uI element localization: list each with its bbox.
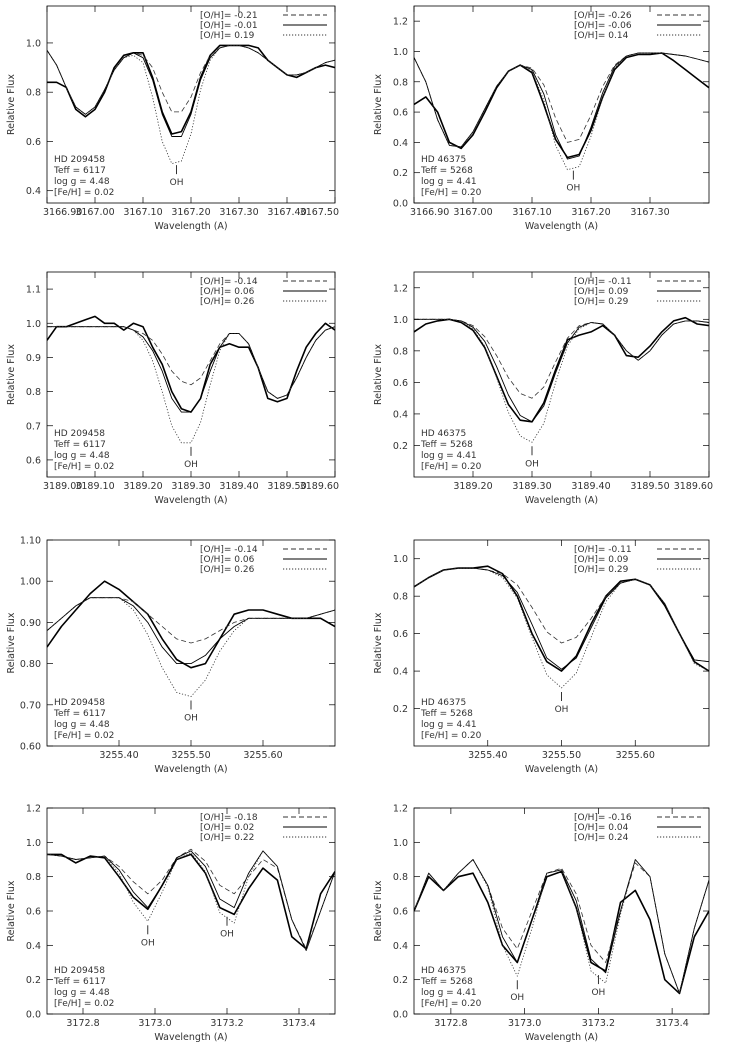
y-tick-label: 0.6	[25, 455, 41, 467]
y-tick-label: 1.00	[19, 576, 41, 588]
star-info-line: Teff = 6117	[54, 440, 106, 450]
chart-panel-2	[373, 6, 709, 232]
y-tick-label: 0.0	[392, 198, 408, 210]
x-tick-label: 3189.60	[299, 481, 339, 492]
legend	[200, 545, 327, 575]
y-axis-label: Relative Flux	[373, 880, 384, 942]
legend	[574, 545, 701, 575]
series-solid-line	[414, 53, 709, 159]
star-info-line: HD 46375	[421, 966, 467, 976]
x-tick-label: 3255.50	[541, 750, 582, 761]
star-info-line: Teff = 6117	[54, 977, 106, 987]
star-info	[420, 698, 482, 741]
x-tick-label: 3172.8	[66, 1018, 100, 1029]
legend-entry-label: [O/H]= 0.22	[200, 833, 255, 843]
x-tick-label: 3167.00	[453, 207, 493, 218]
spectrum-curves	[414, 566, 709, 688]
x-axis-label: Wavelength (A)	[524, 1032, 599, 1043]
star-info-line: [Fe/H] = 0.02	[54, 731, 115, 741]
oh-marker-label: OH	[510, 993, 525, 1004]
series-solid-line	[414, 568, 709, 669]
oh-marker-label: OH	[591, 988, 606, 999]
x-tick-label: 3189.30	[512, 481, 552, 492]
y-tick-label: 0.6	[392, 906, 408, 918]
star-info	[420, 429, 482, 472]
series-observed-line	[47, 581, 335, 668]
legend-entry-label: [O/H]= 0.09	[574, 287, 629, 297]
x-tick-label: 3166.90	[43, 207, 83, 218]
x-tick-label: 3167.50	[299, 207, 339, 218]
series-dashed-line	[47, 598, 335, 643]
x-axis-label: Wavelength (A)	[524, 221, 599, 232]
y-tick-label: 0.8	[25, 387, 41, 399]
star-info-line: HD 209458	[54, 155, 105, 165]
star-info-line: Teff = 5268	[421, 977, 473, 987]
series-dotted-line	[414, 568, 709, 688]
x-tick-label: 3167.40	[267, 207, 307, 218]
x-axis-label: Wavelength (A)	[524, 764, 599, 775]
x-tick-label: 3173.0	[508, 1018, 542, 1029]
x-tick-label: 3255.60	[615, 750, 655, 761]
y-tick-label: 1.2	[392, 803, 408, 815]
star-info	[420, 155, 482, 198]
y-tick-label: 1.2	[392, 283, 408, 295]
legend	[574, 813, 701, 843]
star-info-line: log g = 4.48	[54, 177, 110, 187]
star-info-line: HD 46375	[421, 429, 467, 439]
legend-entry-label: [O/H]= -0.06	[574, 21, 632, 31]
series-observed-line	[47, 45, 335, 134]
star-info-line: Teff = 5268	[421, 166, 473, 176]
spectrum-curves	[47, 581, 335, 696]
star-info-line: [Fe/H] = 0.20	[421, 188, 482, 198]
x-tick-label: 3255.50	[171, 750, 211, 761]
y-tick-label: 1.0	[392, 314, 408, 326]
star-info-line: log g = 4.41	[421, 720, 477, 730]
x-tick-label: 3189.20	[123, 481, 163, 492]
x-tick-label: 3173.2	[581, 1018, 615, 1029]
y-tick-label: 0.2	[392, 440, 408, 452]
spectrum-curves	[47, 45, 335, 163]
legend-entry-label: [O/H]= -0.11	[574, 545, 632, 555]
y-tick-label: 0.4	[392, 137, 408, 149]
y-tick-label: 0.8	[25, 872, 41, 884]
oh-marker-label: OH	[184, 713, 198, 724]
x-tick-label: 3189.10	[75, 481, 115, 492]
star-info-line: [Fe/H] = 0.20	[421, 731, 482, 741]
x-tick-label: 3167.20	[571, 207, 611, 218]
star-info-line: Teff = 6117	[54, 709, 106, 719]
legend-entry-label: [O/H]= 0.06	[200, 555, 255, 565]
star-info-line: log g = 4.41	[421, 988, 477, 998]
legend	[200, 813, 327, 843]
star-info-line: [Fe/H] = 0.02	[54, 462, 115, 472]
legend-entry-label: [O/H]= 0.29	[574, 565, 629, 575]
y-tick-label: 0.8	[392, 872, 408, 884]
legend-entry-label: [O/H]= 0.02	[200, 823, 255, 833]
star-info-line: HD 209458	[54, 698, 105, 708]
series-solid-line	[47, 45, 335, 136]
legend-entry-label: [O/H]= 0.19	[200, 31, 255, 41]
spectrum-curves	[414, 53, 709, 170]
y-axis-label: Relative Flux	[6, 73, 17, 136]
legend-entry-label: [O/H]= 0.29	[574, 297, 629, 307]
x-tick-label: 3167.30	[219, 207, 259, 218]
legend-entry-label: [O/H]= -0.01	[200, 21, 258, 31]
legend-entry-label: [O/H]= -0.11	[574, 277, 632, 287]
y-tick-label: 0.4	[25, 940, 41, 952]
x-tick-label: 3189.40	[571, 481, 611, 492]
y-tick-label: 0.8	[392, 591, 408, 603]
star-info	[53, 966, 114, 1009]
star-info-line: Teff = 5268	[421, 440, 473, 450]
y-tick-label: 0.6	[25, 906, 41, 918]
star-info	[420, 966, 482, 1009]
oh-marker-label: OH	[566, 183, 581, 194]
y-tick-label: 0.8	[25, 87, 41, 99]
x-tick-label: 3189.20	[453, 481, 493, 492]
oh-marker-label: OH	[169, 178, 184, 189]
y-tick-label: 0.6	[392, 629, 408, 641]
x-tick-label: 3255.60	[243, 750, 283, 761]
chart-panel-8	[373, 804, 709, 1044]
series-dotted-line	[47, 598, 335, 697]
star-info	[53, 155, 114, 198]
x-tick-label: 3189.00	[43, 481, 83, 492]
series-observed-line	[414, 566, 709, 671]
x-tick-label: 3189.30	[171, 481, 211, 492]
x-tick-label: 3167.10	[512, 207, 552, 218]
y-tick-label: 0.90	[19, 617, 41, 629]
star-info-line: Teff = 6117	[54, 166, 106, 176]
y-tick-label: 0.7	[25, 421, 41, 433]
y-tick-label: 0.60	[19, 741, 41, 753]
y-axis-label: Relative Flux	[373, 73, 384, 136]
star-info-line: Teff = 5268	[421, 709, 473, 719]
spectrum-curves	[414, 318, 709, 443]
legend	[200, 277, 327, 307]
spectrum-curves	[47, 849, 335, 950]
y-tick-label: 1.10	[19, 535, 41, 547]
y-tick-label: 1.1	[25, 284, 41, 296]
y-tick-label: 0.6	[392, 377, 408, 389]
series-observed-line	[414, 318, 709, 422]
y-axis-label: Relative Flux	[6, 880, 17, 942]
star-info-line: [Fe/H] = 0.20	[421, 462, 482, 472]
y-tick-label: 0.2	[392, 975, 408, 987]
series-dashed-line	[47, 327, 335, 399]
y-tick-label: 0.70	[19, 700, 41, 712]
series-dotted-line	[414, 53, 709, 170]
y-tick-label: 1.2	[392, 16, 408, 28]
y-tick-label: 1.0	[392, 46, 408, 58]
y-tick-label: 1.0	[392, 837, 408, 849]
star-info-line: HD 46375	[421, 698, 467, 708]
y-axis-label: Relative Flux	[373, 343, 384, 406]
x-tick-label: 3189.50	[267, 481, 307, 492]
star-info-line: log g = 4.41	[421, 451, 477, 461]
oh-marker-label: OH	[220, 929, 234, 940]
series-dashed-line	[414, 53, 709, 147]
x-tick-label: 3172.8	[434, 1018, 468, 1029]
y-tick-label: 0.2	[392, 704, 408, 716]
legend-entry-label: [O/H]= -0.21	[200, 11, 258, 21]
legend-entry-label: [O/H]= -0.14	[200, 277, 258, 287]
oh-marker-label: OH	[140, 938, 155, 949]
legend-entry-label: [O/H]= 0.14	[574, 31, 629, 41]
spectrum-curves	[47, 316, 335, 442]
legend	[574, 11, 701, 41]
x-tick-label: 3167.20	[171, 207, 211, 218]
legend-entry-label: [O/H]= -0.26	[574, 11, 632, 21]
y-tick-label: 0.80	[19, 659, 41, 671]
series-dashed-line	[414, 568, 709, 662]
star-info-line: log g = 4.48	[54, 988, 110, 998]
y-tick-label: 0.6	[25, 136, 41, 148]
x-tick-label: 3167.30	[630, 207, 670, 218]
y-tick-label: 0.8	[392, 346, 408, 358]
x-tick-label: 3166.90	[410, 207, 450, 218]
star-info-line: [Fe/H] = 0.02	[54, 188, 115, 198]
chart-panel-4	[373, 272, 713, 506]
x-axis-label: Wavelength (A)	[154, 221, 228, 232]
series-observed-line	[47, 854, 335, 948]
x-tick-label: 3173.4	[282, 1018, 316, 1029]
x-tick-label: 3189.60	[673, 481, 713, 492]
star-info	[53, 429, 114, 472]
oh-marker-label: OH	[525, 459, 539, 470]
star-info-line: log g = 4.41	[421, 177, 477, 187]
x-axis-label: Wavelength (A)	[154, 495, 228, 506]
chart-panel-6	[373, 540, 709, 775]
oh-marker-label: OH	[184, 459, 198, 470]
star-info-line: HD 209458	[54, 429, 105, 439]
series-solid-line	[47, 327, 335, 412]
star-info	[53, 698, 114, 741]
y-tick-label: 0.0	[392, 1009, 408, 1021]
star-info-line: log g = 4.48	[54, 451, 110, 461]
legend-entry-label: [O/H]= 0.26	[200, 565, 255, 575]
chart-panel-5	[6, 536, 335, 776]
legend-entry-label: [O/H]= 0.06	[200, 287, 255, 297]
series-dotted-line	[414, 319, 709, 442]
oh-marker-label: OH	[554, 704, 569, 715]
star-info-line: HD 46375	[421, 155, 467, 165]
chart-panel-7	[6, 804, 335, 1044]
x-tick-label: 3173.0	[138, 1018, 172, 1029]
y-tick-label: 1.0	[25, 318, 41, 330]
y-tick-label: 0.4	[25, 186, 41, 198]
y-tick-label: 0.9	[25, 352, 41, 364]
x-tick-label: 3173.2	[210, 1018, 244, 1029]
legend	[200, 11, 327, 41]
y-tick-label: 1.2	[25, 803, 41, 815]
legend-entry-label: [O/H]= 0.26	[200, 297, 255, 307]
legend-entry-label: [O/H]= 0.24	[574, 833, 629, 843]
y-axis-label: Relative Flux	[373, 612, 384, 674]
y-tick-label: 0.6	[392, 107, 408, 119]
x-tick-label: 3167.10	[123, 207, 163, 218]
chart-panel-1	[6, 6, 339, 232]
x-axis-label: Wavelength (A)	[154, 764, 228, 775]
star-info-line: log g = 4.48	[54, 720, 110, 730]
legend	[574, 277, 701, 307]
star-info-line: [Fe/H] = 0.20	[421, 999, 482, 1009]
y-tick-label: 1.0	[25, 837, 41, 849]
star-info-line: [Fe/H] = 0.02	[54, 999, 115, 1009]
series-observed-line	[47, 316, 335, 412]
x-tick-label: 3189.40	[219, 481, 259, 492]
legend-entry-label: [O/H]= -0.18	[200, 813, 258, 823]
y-tick-label: 1.0	[25, 38, 41, 50]
series-solid-line	[414, 319, 709, 422]
series-dashed-line	[47, 45, 335, 114]
y-tick-label: 0.2	[25, 975, 41, 987]
y-axis-label: Relative Flux	[6, 343, 17, 406]
legend-entry-label: [O/H]= 0.09	[574, 555, 629, 565]
y-tick-label: 0.4	[392, 666, 408, 678]
y-tick-label: 0.4	[392, 940, 408, 952]
y-tick-label: 0.4	[392, 409, 408, 421]
y-tick-label: 0.2	[392, 168, 408, 180]
legend-entry-label: [O/H]= -0.16	[574, 813, 632, 823]
legend-entry-label: [O/H]= 0.04	[574, 823, 629, 833]
x-axis-label: Wavelength (A)	[524, 495, 599, 506]
x-tick-label: 3173.4	[655, 1018, 689, 1029]
y-axis-label: Relative Flux	[6, 612, 17, 674]
y-tick-label: 0.0	[25, 1009, 41, 1021]
series-dotted-line	[47, 45, 335, 163]
chart-panel-3	[6, 272, 339, 506]
x-axis-label: Wavelength (A)	[154, 1032, 228, 1043]
legend-entry-label: [O/H]= -0.14	[200, 545, 258, 555]
series-observed-line	[414, 53, 709, 158]
star-info-line: HD 209458	[54, 966, 105, 976]
y-tick-label: 1.0	[392, 554, 408, 566]
x-tick-label: 3255.40	[99, 750, 139, 761]
x-tick-label: 3189.50	[630, 481, 670, 492]
y-tick-label: 0.8	[392, 77, 408, 89]
x-tick-label: 3255.40	[468, 750, 508, 761]
series-solid-line	[47, 598, 335, 664]
x-tick-label: 3167.00	[75, 207, 115, 218]
